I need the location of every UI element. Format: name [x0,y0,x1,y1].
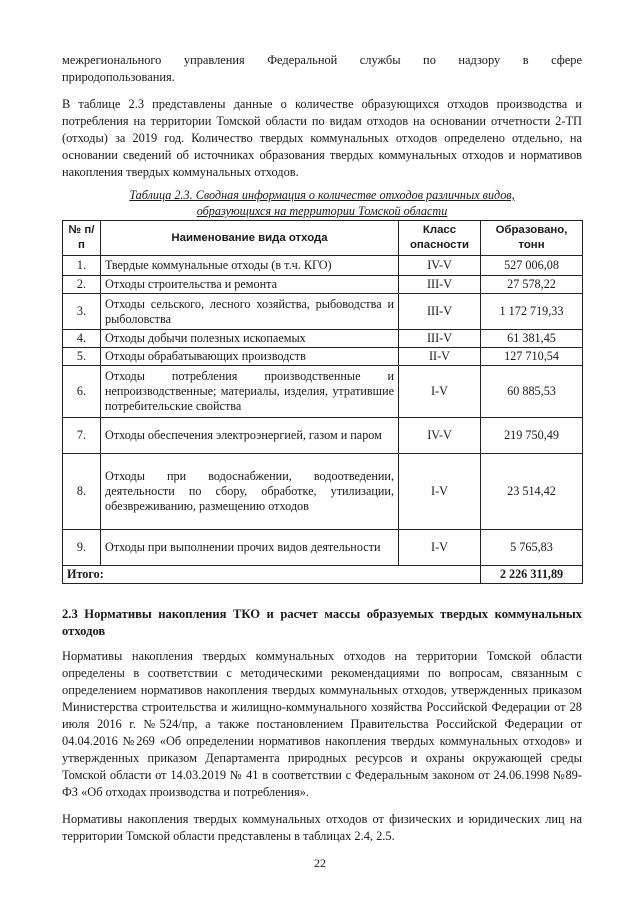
table-row [63,366,583,418]
intro-line-1: межрегионального управления Федеральной службы по надзору в сфере [62,53,582,67]
row-name: Отходы строительства и ремонта [101,276,399,294]
header-num: № п/п [63,221,101,256]
table-intro-paragraph: В таблице 2.3 представлены данные о количестве образующихся отходов производства и потребления на территории Томской области по видам отходов на основании отчетности 2-ТП (отходы) за 2019 год. Количество твердых коммунальных отходов определено отдельно, на основании сведений об источниках образования твердых коммунальных отходов и нормативов накопления твердых коммунальных отходов. [62,97,582,179]
row-num: 2. [63,276,101,294]
table-caption [62,187,582,219]
table-caption-line-1: Таблица 2.3. Сводная информация о количестве отходов различных видов, [129,188,515,202]
row-name: Отходы при водоснабжении, водоотведении, деятельности по сбору, обработке, утилизации, обезвреживанию, размещению отходов [101,454,399,530]
row-name: Отходы сельского, лесного хозяйства, рыбоводства и рыболовства [101,294,399,330]
row-name: Отходы при выполнении прочих видов деятельности [101,530,399,566]
table-body [63,256,583,566]
row-class: I-V [399,530,481,566]
row-name: Отходы обеспечения электроэнергией, газом и паром [101,418,399,454]
table-row [63,418,583,454]
row-name: Отходы добычи полезных ископаемых [101,330,399,348]
row-class: III-V [399,294,481,330]
section-paragraph-1: Нормативы накопления твердых коммунальных отходов на территории Томской области определены в соответствии с методическими рекомендациями по вопросам, связанным с определением нормативов накопления твердых коммунальных отходов, утвержденных приказом Министерства строительства и жилищно-коммунального хозяйства Российской Федерации от 28 июля 2016 г. №524/пр, а также постановлением Правительства Российской Федерации от 04.04.2016 №269 «Об определении нормативов накопления твердых коммунальных отходов» и утвержденных приказом Департамента природных ресурсов и охраны окружающей среды Томской области от 14.03.2019 № 41 в соответствии с Федеральным законом от 24.06.1998 №89-ФЗ «Об отходах производства и потребления». [62,649,582,799]
row-num: 1. [63,256,101,276]
page-number: 22 [314,856,326,870]
row-amount: 127 710,54 [481,348,583,366]
intro-line-2: природопользования. [62,70,175,84]
row-num: 4. [63,330,101,348]
section-paragraph-2: Нормативы накопления твердых коммунальных отходов от физических и юридических лиц на территории Томской области представлены в таблицах 2.4, 2.5. [62,812,582,843]
total-value: 2 226 311,89 [481,566,583,584]
header-class: Класс опасности [399,221,481,256]
table-total-row [63,566,583,584]
table-row [63,276,583,294]
row-amount: 1 172 719,33 [481,294,583,330]
row-name: Твердые коммунальные отходы (в т.ч. КГО) [101,256,399,276]
row-class: II-V [399,348,481,366]
row-amount: 61 381,45 [481,330,583,348]
row-num: 5. [63,348,101,366]
row-class: III-V [399,330,481,348]
row-num: 3. [63,294,101,330]
table-header-row [63,221,583,256]
row-num: 8. [63,454,101,530]
table-caption-line-2: образующихся на территории Томской области [196,204,448,218]
row-amount: 5 765,83 [481,530,583,566]
row-class: IV-V [399,256,481,276]
table-row [63,294,583,330]
row-num: 9. [63,530,101,566]
row-num: 7. [63,418,101,454]
table-row [63,454,583,530]
header-name: Наименование вида отхода [101,221,399,256]
row-num: 6. [63,366,101,418]
table-row [63,348,583,366]
row-class: IV-V [399,418,481,454]
row-amount: 219 750,49 [481,418,583,454]
row-amount: 527 006,08 [481,256,583,276]
table-row [63,330,583,348]
waste-table [62,220,583,584]
row-class: III-V [399,276,481,294]
section-heading: 2.3 Нормативы накопления ТКО и расчет массы образуемых твердых коммунальных отходов [62,607,582,638]
table-row [63,256,583,276]
intro-paragraph [62,52,582,86]
document-page [62,52,582,845]
total-label: Итого: [63,566,481,584]
row-amount: 27 578,22 [481,276,583,294]
row-amount: 60 885,53 [481,366,583,418]
row-amount: 23 514,42 [481,454,583,530]
row-class: I-V [399,366,481,418]
table-row [63,530,583,566]
row-class: I-V [399,454,481,530]
row-name: Отходы обрабатывающих производств [101,348,399,366]
row-name: Отходы потребления производственные и непроизводственные; материалы, изделия, утратившие потребительские свойства [101,366,399,418]
header-amount: Образовано, тонн [481,221,583,256]
